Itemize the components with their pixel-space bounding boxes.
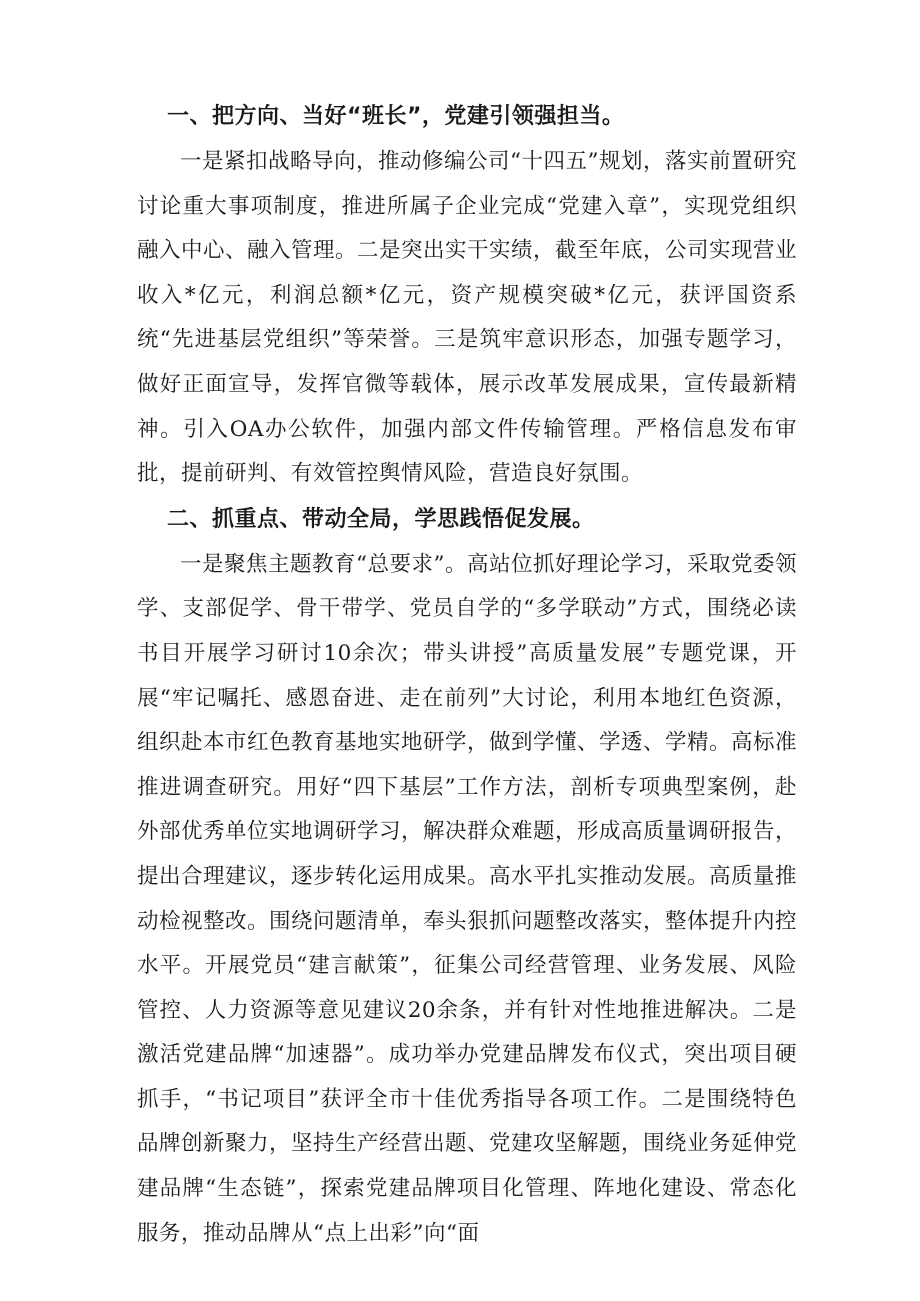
section-paragraph-2: 一是聚焦主题教育“总要求”。高站位抓好理论学习，采取党委领学、支部促学、骨干带学、党员自学的“多学联动”方式，围绕必读书目开展学习研讨10余次；带头讲授”高质量发展”专题党课，开展“牢记嘱托、感恩奋进、走在前列”大讨论，利用本地红色资源，组织赴本市红色教育基地实地研学，做到学懂、学透、学精。高标准推进调查研究。用好“四下基层”工作方法，剖析专项典型案例，赴外部优秀单位实地调研学习，解决群众难题，形成高质量调研报告，提出合理建议，逐步转化运用成果。高水平扎实推动发展。高质量推动检视整改。围绕问题清单，奉头狠抓问题整改落实，整体提升内控水平。开展党员“建言献策”，征集公司经营管理、业务发展、风险管控、人力资源等意见建议20余条，并有针对性地推进解决。二是激活党建品牌“加速器”。成功举办党建品牌发布仪式，突出项目硬抓手，“书记项目”获评全市十佳优秀指导各项工作。二是围绕特色品牌创新聚力，坚持生产经营出题、党建攻坚解题，围绕业务延伸党建品牌“生态链”，探索党建品牌项目化管理、阵地化建设、常态化服务，推动品牌从“点上出彩”向“面 xyxy=(137,551,798,1246)
document-body xyxy=(137,94,797,1256)
section-heading-1: 一、把方向、当好“班长”，党建引领强担当。 xyxy=(167,104,625,129)
section-heading-2: 二、抓重点、带动全局，学思践悟促发展。 xyxy=(167,506,595,532)
section-paragraph-1: 一是紧扣战略导向，推动修编公司“十四五”规划，落实前置研究讨论重大事项制度，推进所属子企业完成“党建入章”，实现党组织融入中心、融入管理。二是突出实干实绩，截至年底，公司实现营业收入*亿元，利润总额*亿元，资产规模突破*亿元，获评国资系统“先进基层党组织”等荣誉。三是筑牢意识形态，加强专题学习，做好正面宣导，发挥官微等载体，展示改革发展成果，宣传最新精神。引入OA办公软件，加强内部文件传输管理。严格信息发布审批，提前研判、有效管控舆情风险，营造良好氛围。 xyxy=(137,149,798,487)
